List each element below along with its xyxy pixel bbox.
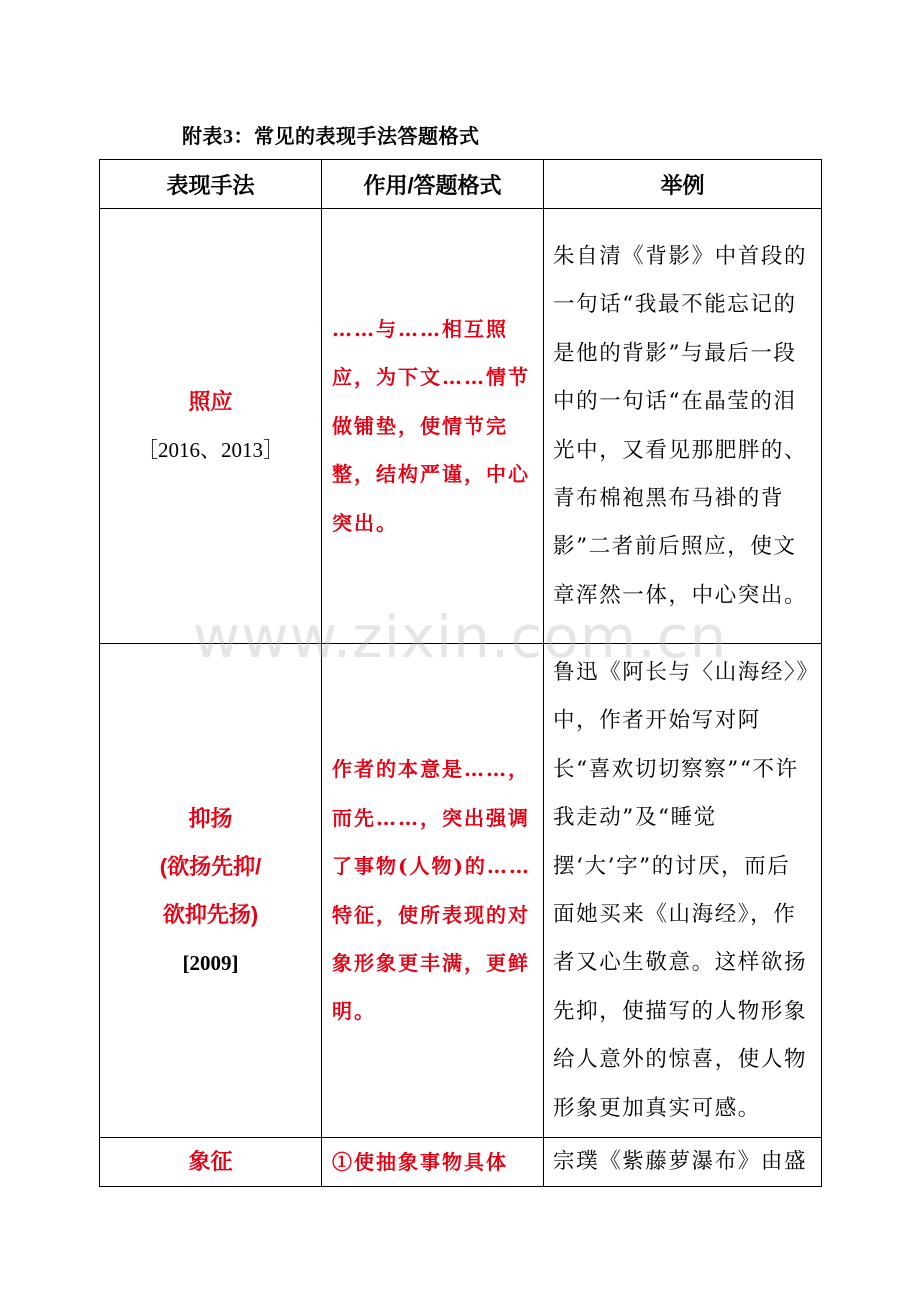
format-text: ……与……相互照应，为下文……情节做铺垫，使情节完整，结构严谨，中心突出。 [332,316,530,535]
example-cell [544,209,822,644]
example-cell [544,644,822,1138]
technique-subname: 欲抑先扬) [162,901,259,927]
technique-cell [100,1138,322,1187]
example-cell [544,1138,822,1187]
technique-cell [100,209,322,644]
table-row [100,1138,822,1187]
example-text: 鲁迅《阿长与〈山海经〉》中，作者开始写对阿长“喜欢切切察察”“不许我走动”及“睡觉摆‘大’字”的讨厌，而后面她买来《山海经》，作者又心生敬意。这样欲扬先抑，使描写的人物形象给人意外的惊喜，使人物形象更加真实可感。 [553,660,809,1121]
header-example: 举例 [544,160,822,209]
example-text: 朱自清《背影》中首段的一句话“我最不能忘记的是他的背影”与最后一段中的一句话“在晶莹的泪光中，又看见那肥胖的、青布棉袍黑布马褂的背影”二者前后照应，使文章浑然一体，中心突出。 [553,243,808,608]
format-cell [322,209,544,644]
technique-cell [100,644,322,1138]
technique-years: ［2016、2013］ [137,438,284,462]
watermark: www.zixin.com.cn [192,603,728,671]
page-title: 附表3：常见的表现手法答题格式 [182,126,480,148]
technique-name: 抑扬 [188,805,233,831]
format-cell [322,644,544,1138]
technique-subname: (欲扬先抑/ [159,853,262,879]
table-row [100,209,822,644]
technique-table [99,159,822,1187]
format-cell [322,1138,544,1187]
header-technique: 表现手法 [100,160,322,209]
table-header-row [100,160,822,209]
technique-years: [2009] [182,950,239,975]
header-format: 作用/答题格式 [322,160,544,209]
format-text: ①使抽象事物具体 [332,1150,508,1175]
format-text: 作者的本意是……，而先……，突出强调了事物(人物)的……特征，使所表现的对象形象更丰满，更鲜明。 [332,757,531,1024]
example-text: 宗璞《紫藤萝瀑布》由盛 [553,1149,808,1175]
technique-name: 象征 [188,1149,233,1175]
technique-name: 照应 [188,389,233,414]
table-row [100,644,822,1138]
